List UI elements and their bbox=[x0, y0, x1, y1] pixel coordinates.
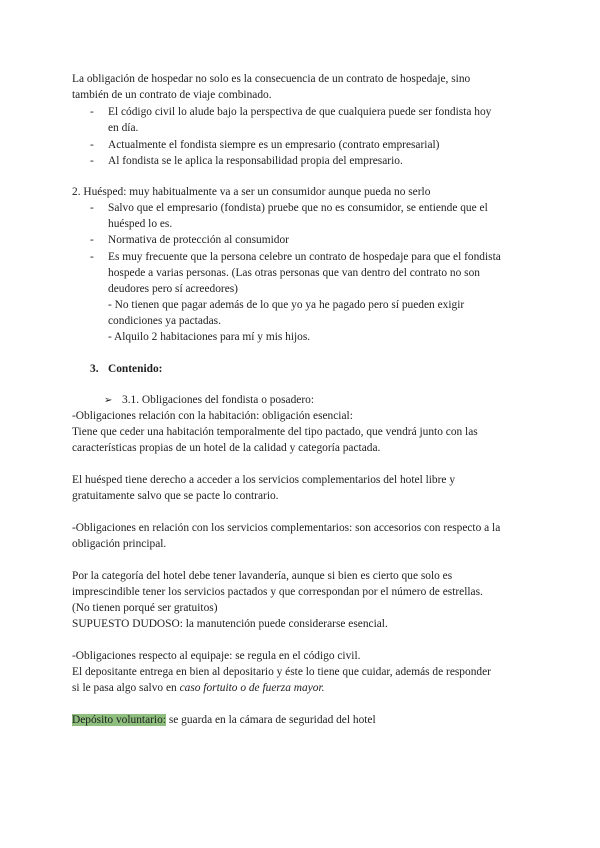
huesped-bullet-1a: Salvo que el empresario (fondista) pruebe que no es consumidor, se entiende que el bbox=[108, 202, 488, 214]
intro-bullet-2: Actualmente el fondista siempre es un empresario (contrato empresarial) bbox=[108, 139, 440, 151]
body-line-10: (No tienen porqué ser gratuitos) bbox=[72, 602, 218, 614]
arrow-bullet-icon: ➢ bbox=[104, 395, 113, 406]
huesped-bullet-3e: condiciones ya pactadas. bbox=[108, 315, 221, 327]
intro-bullet-3: Al fondista se le aplica la responsabilidad propia del empresario. bbox=[108, 155, 403, 167]
bullet-dash: - bbox=[90, 234, 94, 246]
contenido-title: Contenido: bbox=[108, 363, 163, 375]
huesped-bullet-3f: - Alquilo 2 habitaciones para mí y mis hijos. bbox=[108, 331, 311, 343]
body-line-5: gratuitamente salvo que se pacte lo contrario. bbox=[72, 490, 279, 502]
huesped-bullet-3a: Es muy frecuente que la persona celebre un contrato de hospedaje para que el fondista bbox=[108, 251, 501, 263]
subsection-3-1: 3.1. Obligaciones del fondista o posadero: bbox=[122, 394, 315, 406]
body-line-6: -Obligaciones en relación con los servicios complementarios: son accesorios con respecto a la bbox=[72, 522, 501, 534]
huesped-bullet-2: Normativa de protección al consumidor bbox=[108, 234, 289, 246]
body-line-11: SUPUESTO DUDOSO: la manutención puede considerarse esencial. bbox=[72, 618, 388, 630]
body-line-2: Tiene que ceder una habitación temporalmente del tipo pactado, que vendrá junto con las bbox=[72, 426, 478, 438]
body-line-15 bbox=[72, 712, 376, 728]
bullet-dash: - bbox=[90, 139, 94, 151]
body-line-3: características propias de un hotel de la calidad y categoría pactada. bbox=[72, 442, 381, 454]
intro-bullet-1a: El código civil lo alude bajo la perspectiva de que cualquiera puede ser fondista hoy bbox=[108, 106, 492, 118]
bullet-dash: - bbox=[90, 251, 94, 263]
highlighted-term: Depósito voluntario: bbox=[72, 714, 166, 726]
huesped-bullet-3b: hospede a varias personas. (Las otras personas que van dentro del contrato no son bbox=[108, 267, 480, 279]
huesped-bullet-3d: - No tienen que pagar además de lo que yo ya he pagado pero sí pueden exigir bbox=[108, 299, 465, 311]
body-line-12: -Obligaciones respecto al equipaje: se regula en el código civil. bbox=[72, 650, 361, 662]
bullet-dash: - bbox=[90, 202, 94, 214]
intro-bullet-1b: en día. bbox=[108, 122, 139, 134]
body-line-15-text: se guarda en la cámara de seguridad del hotel bbox=[165, 714, 376, 726]
body-line-1: -Obligaciones relación con la habitación: obligación esencial: bbox=[72, 410, 353, 422]
huesped-heading: 2. Huésped: muy habitualmente va a ser un consumidor aunque pueda no serlo bbox=[72, 186, 431, 198]
bullet-dash: - bbox=[90, 155, 94, 167]
body-line-4: El huésped tiene derecho a acceder a los servicios complementarios del hotel libre y bbox=[72, 474, 456, 486]
italic-phrase: caso fortuito o de fuerza mayor. bbox=[179, 682, 325, 694]
body-line-8: Por la categoría del hotel debe tener lavandería, aunque si bien es cierto que solo es bbox=[72, 570, 453, 582]
contenido-number: 3. bbox=[90, 363, 99, 375]
intro-line-1: La obligación de hospedar no solo es la consecuencia de un contrato de hospedaje, sino bbox=[72, 73, 471, 85]
body-line-13: El depositante entrega en bien al depositario y éste lo tiene que cuidar, además de responder bbox=[72, 666, 491, 678]
huesped-bullet-1b: huésped lo es. bbox=[108, 218, 173, 230]
body-line-7: obligación principal. bbox=[72, 538, 167, 550]
huesped-bullet-3c: deudores pero sí acreedores) bbox=[108, 283, 238, 295]
intro-line-2: también de un contrato de viaje combinado. bbox=[72, 89, 272, 101]
body-line-14-text: si le pasa algo salvo en bbox=[72, 682, 180, 694]
bullet-dash: - bbox=[90, 106, 94, 118]
body-line-14 bbox=[72, 680, 324, 696]
body-line-9: imprescindible tener los servicios pactados y que correspondan por el número de estrellas. bbox=[72, 586, 483, 598]
